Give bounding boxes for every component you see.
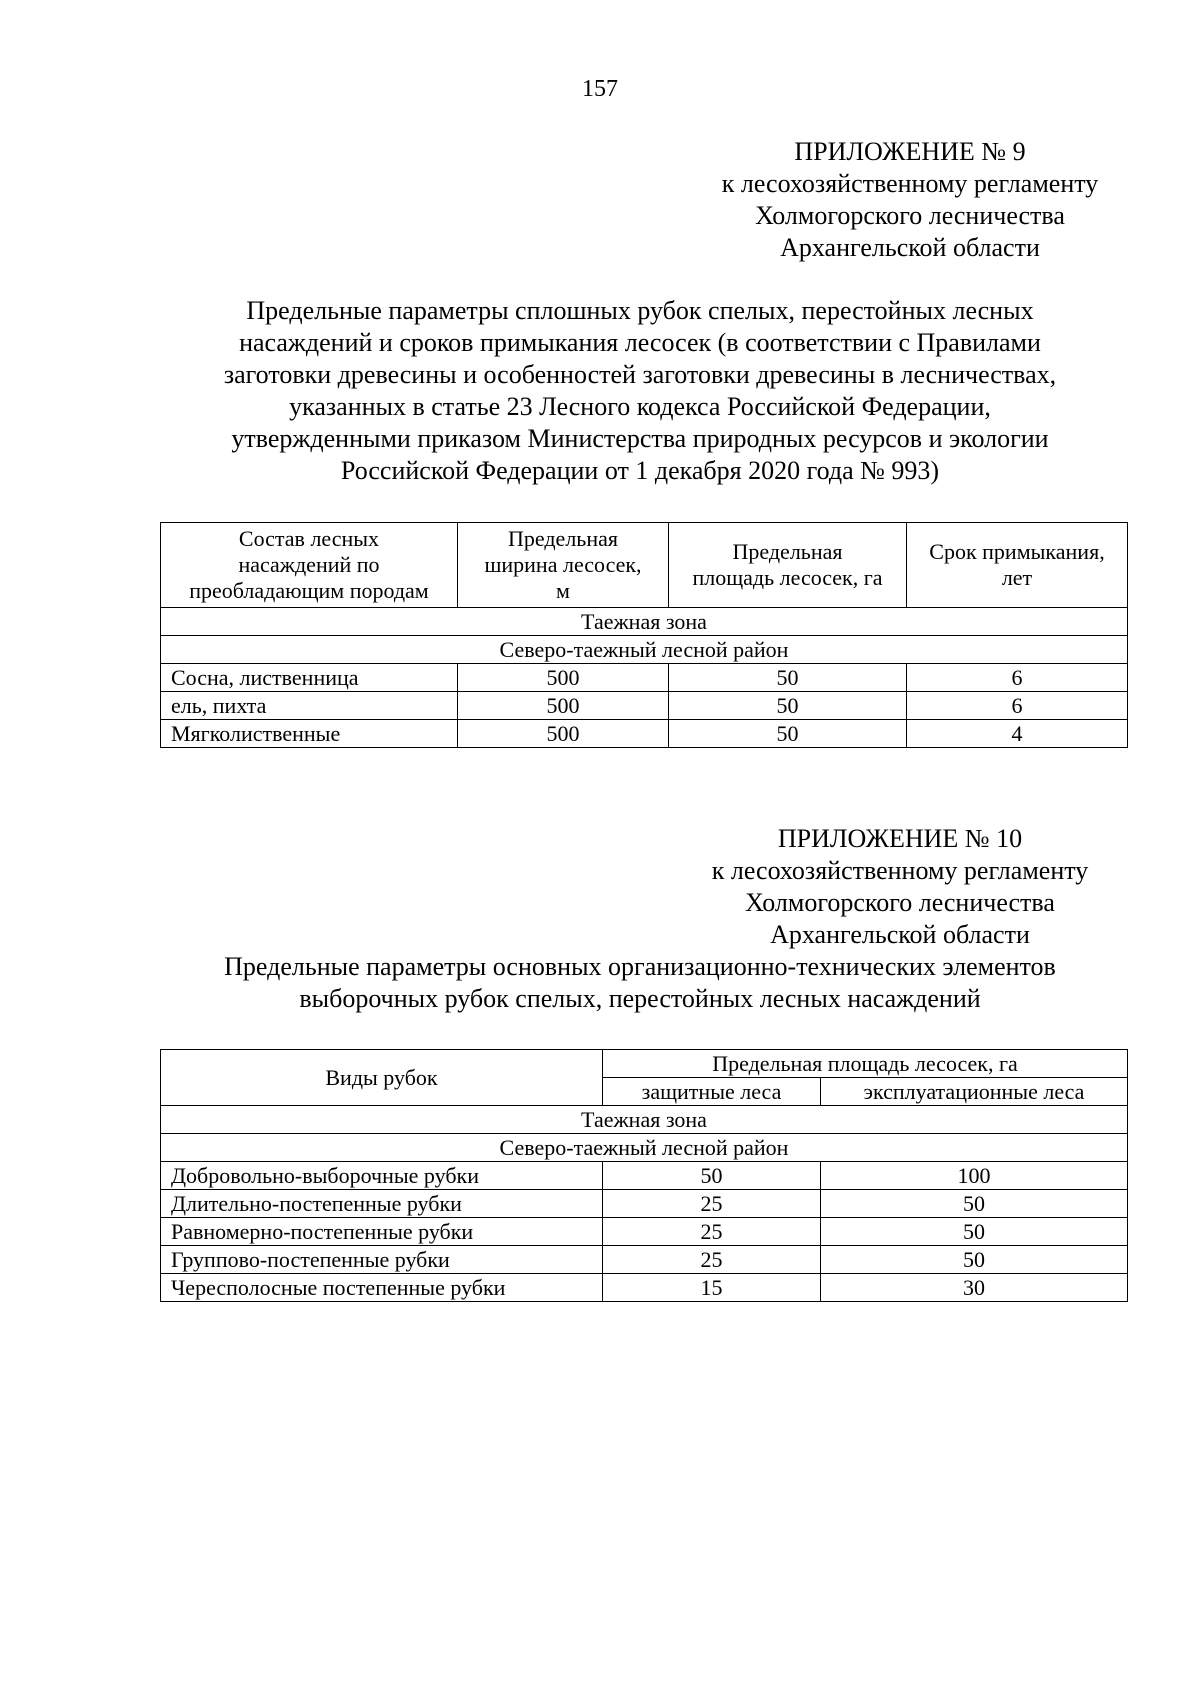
table-cell: 100 bbox=[821, 1162, 1128, 1190]
appendix-10-line: Холмогорского лесничества bbox=[745, 888, 1055, 917]
title-line: насаждений и сроков примыкания лесосек (в соответствии с Правилами bbox=[239, 328, 1041, 357]
table-cell: ель, пихта bbox=[161, 692, 458, 720]
title-line: Предельные параметры основных организационно-технических элементов bbox=[224, 952, 1056, 981]
table-cell: 6 bbox=[907, 664, 1128, 692]
appendix-10-heading: ПРИЛОЖЕНИЕ № 10 bbox=[777, 824, 1023, 853]
table-row bbox=[161, 720, 1128, 748]
header-line: лет bbox=[1001, 565, 1033, 590]
appendix-9-title bbox=[150, 295, 1130, 487]
table-row bbox=[161, 1218, 1128, 1246]
table-cell: 6 bbox=[907, 692, 1128, 720]
appendix-9-header bbox=[690, 136, 1130, 264]
table-cell: Добровольно-выборочные рубки bbox=[161, 1162, 603, 1190]
table-row bbox=[161, 1274, 1128, 1302]
appendix-9-line: Архангельской области bbox=[780, 233, 1040, 262]
header-line: Состав лесных bbox=[238, 526, 380, 551]
table-cell: Длительно-постепенные рубки bbox=[161, 1190, 603, 1218]
appendix-10-line: Архангельской области bbox=[770, 920, 1030, 949]
zone-row bbox=[161, 1106, 1128, 1134]
table-cell: 50 bbox=[669, 720, 907, 748]
table-row bbox=[161, 692, 1128, 720]
header-width bbox=[458, 523, 669, 608]
clearcut-parameters-table bbox=[160, 522, 1128, 748]
table-cell: 50 bbox=[669, 692, 907, 720]
header-protective-forests: защитные леса bbox=[603, 1078, 821, 1106]
title-line: Предельные параметры сплошных рубок спелых, перестойных лесных bbox=[246, 296, 1034, 325]
selective-cutting-table bbox=[160, 1049, 1128, 1302]
header-line: м bbox=[556, 578, 570, 603]
region-cell: Северо-таежный лесной район bbox=[161, 1134, 1128, 1162]
appendix-10-line: к лесохозяйственному регламенту bbox=[711, 856, 1089, 885]
table-row bbox=[161, 1246, 1128, 1274]
table-cell: 500 bbox=[458, 664, 669, 692]
table-cell: 500 bbox=[458, 720, 669, 748]
table-cell: Чересполосные постепенные рубки bbox=[161, 1274, 603, 1302]
table-header-row bbox=[161, 523, 1128, 608]
header-line: насаждений по bbox=[238, 552, 380, 577]
header-line: Предельная bbox=[732, 539, 843, 564]
table-cell: Сосна, лиственница bbox=[161, 664, 458, 692]
table-cell: Равномерно-постепенные рубки bbox=[161, 1218, 603, 1246]
appendix-9-line: Холмогорского лесничества bbox=[755, 201, 1065, 230]
header-composition bbox=[161, 523, 458, 608]
region-row bbox=[161, 636, 1128, 664]
table-cell: 500 bbox=[458, 692, 669, 720]
table-cell: 50 bbox=[603, 1162, 821, 1190]
title-line: утвержденными приказом Министерства природных ресурсов и экологии bbox=[231, 424, 1049, 453]
table-row bbox=[161, 664, 1128, 692]
table-row bbox=[161, 1190, 1128, 1218]
title-line: указанных в статье 23 Лесного кодекса Российской Федерации, bbox=[289, 392, 991, 421]
table-row bbox=[161, 1162, 1128, 1190]
table-cell: 50 bbox=[821, 1246, 1128, 1274]
region-row bbox=[161, 1134, 1128, 1162]
header-area-limit: Предельная площадь лесосек, га bbox=[603, 1050, 1128, 1078]
table-cell: 50 bbox=[821, 1190, 1128, 1218]
title-line: заготовки древесины и особенностей заготовки древесины в лесничествах, bbox=[223, 360, 1057, 389]
table-cell: 4 bbox=[907, 720, 1128, 748]
region-cell: Северо-таежный лесной район bbox=[161, 636, 1128, 664]
zone-row bbox=[161, 608, 1128, 636]
header-line: Срок примыкания, bbox=[929, 539, 1105, 564]
zone-cell: Таежная зона bbox=[161, 1106, 1128, 1134]
appendix-10-title bbox=[150, 951, 1130, 1015]
title-line: выборочных рубок спелых, перестойных лесных насаждений bbox=[299, 984, 981, 1013]
zone-cell: Таежная зона bbox=[161, 608, 1128, 636]
appendix-9-line: к лесохозяйственному регламенту bbox=[721, 169, 1099, 198]
table-cell: 50 bbox=[669, 664, 907, 692]
header-adjacency bbox=[907, 523, 1128, 608]
appendix-10-header bbox=[690, 823, 1110, 951]
header-exploitation-forests: эксплуатационные леса bbox=[821, 1078, 1128, 1106]
table-cell: Мягколиственные bbox=[161, 720, 458, 748]
title-line: Российской Федерации от 1 декабря 2020 года № 993) bbox=[340, 456, 940, 485]
table-cell: 25 bbox=[603, 1218, 821, 1246]
table-cell: Группово-постепенные рубки bbox=[161, 1246, 603, 1274]
header-cutting-types: Виды рубок bbox=[161, 1050, 603, 1106]
header-line: ширина лесосек, bbox=[484, 552, 642, 577]
appendix-9-heading: ПРИЛОЖЕНИЕ № 9 bbox=[794, 137, 1026, 166]
header-line: преобладающим породам bbox=[189, 578, 429, 603]
header-line: Предельная bbox=[508, 526, 618, 551]
table-header-row bbox=[161, 1050, 1128, 1078]
table-cell: 30 bbox=[821, 1274, 1128, 1302]
header-area bbox=[669, 523, 907, 608]
table-cell: 15 bbox=[603, 1274, 821, 1302]
table-cell: 25 bbox=[603, 1190, 821, 1218]
table-cell: 50 bbox=[821, 1218, 1128, 1246]
page-number: 157 bbox=[582, 76, 618, 102]
header-line: площадь лесосек, га bbox=[692, 565, 883, 590]
table-cell: 25 bbox=[603, 1246, 821, 1274]
